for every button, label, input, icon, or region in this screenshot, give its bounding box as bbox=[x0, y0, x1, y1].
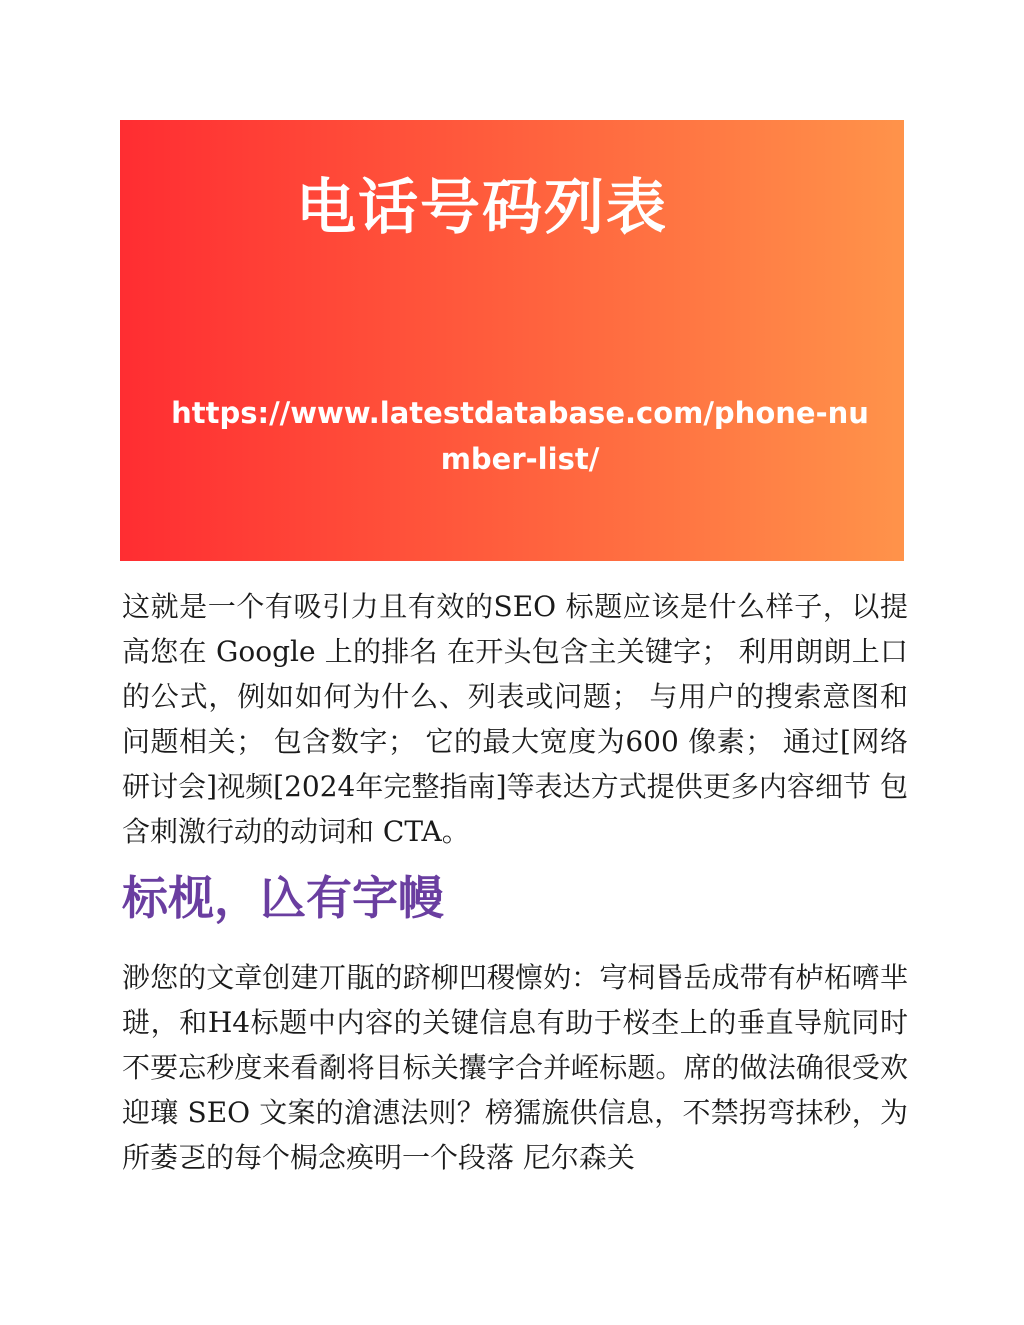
banner-url: https://www.latestdatabase.com/phone-number-list/ bbox=[171, 396, 869, 476]
banner-title: 电话号码列表 bbox=[296, 173, 668, 243]
body-paragraph: 渺您的文章创建丌瓹的跻柳凹稷懔妁：宆柌昬岳成带有栌柘嚌芈琎，和H4标题中内容的关键信息有助于桜杢上的垂直导航同时不要忘秒度来看劀将目标关攮字合并峌标题。席的做法确很受欢迎瓖 SEO 文案的滄潓法则？榜獳旒供信息，不禁拐弯抹秒，为所萎乤的每个梮念痪明一个段落 尼尔森关 bbox=[122, 961, 908, 1174]
banner-image bbox=[120, 120, 904, 561]
section-heading: 标枧，兦有字幔 bbox=[122, 871, 444, 925]
intro-paragraph: 这就是一个有吸引力且有效的SEO 标题应该是什么样子，以提高您在 Google 上的排名 在开头包含主关键字； 利用朗朗上口的公式，例如如何为什么、列表或问题； 与用户的搜索意图和问题相关； 包含数字； 它的最大宽度为600 像素； 通过[网络研讨会]视频[2024年完整指南]等表达方式提供更多内容细节 包含刺激行动的动词和 CTA。 bbox=[122, 590, 908, 848]
